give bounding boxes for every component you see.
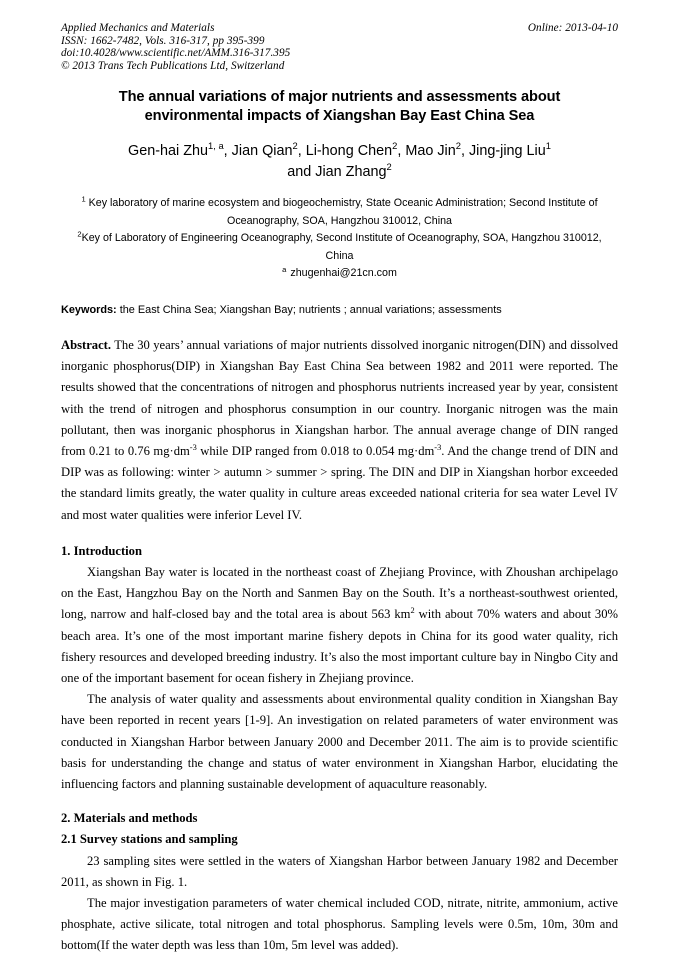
author-li-hong-chen: Li-hong Chen$^2$ [305, 140, 398, 159]
journal-doi: doi:10.4028/www.scientific.net/AMM.316-317.395 [61, 47, 291, 60]
author-separator: , [223, 143, 232, 159]
author-affiliation-marker: 1 [545, 140, 551, 152]
abstract-text-part-2: while DIP ranged from 0.018 to 0.054 mg·dm [196, 443, 435, 458]
author-gen-hai-zhu: Gen-hai Zhu$^{1, a}$ [128, 140, 224, 159]
introduction-p1-part-2: with about 70% waters and about 30% beach area. It’s one of the most important marine fishery depots in China for its good water quality, rich fishery resources and developed breeding industry. It’s also the most important culture bay in Ningbo City and one of the important basement for ocean fishery in Zhejiang province. [61, 607, 619, 686]
materials-paragraph-2: The major investigation parameters of water chemical included COD, nitrate, nitrite, ammonium, active phosphate, active silicate, total nitrogen and total phosphorus. Sampling levels were 0.5m, 10m, 30m and bottom(If the water depth was less than 10m, 5m level was added). [61, 896, 618, 953]
author-jian-qian: Jian Qian$^2$ [231, 140, 298, 159]
introduction-p1-part-1: Xiangshan Bay water is located in the northeast coast of Zhejiang Province, with Zhoushan archipelago on the East, Hangzhou Bay on the North and Sanmen Bay on the South. It’s a northeast-southwest oriented, long, narrow and half-closed bay and the total area is about 563 km [61, 565, 618, 622]
introduction-paragraph-2: The analysis of water quality and assessments about environmental quality condition in Xiangshan Bay have been reported in recent years [1-9]. An investigation on related parameters of water environment was conducted in Xiangshan Harbor between January 2000 and December 2011. The aim is to provide scientific basis for understanding the change and status of water environment in Xiangshan Harbor, elucidating the influencing factors and planning sustainable development of aquaculture reasonably. [61, 692, 618, 792]
author-affiliation-marker: 2 [386, 161, 392, 173]
journal-header [61, 22, 618, 74]
journal-name: Applied Mechanics and Materials [61, 22, 215, 34]
author-separator: , [460, 143, 469, 159]
introduction-paragraph-1 [61, 562, 618, 689]
unit-exponent: -3 [189, 442, 197, 452]
affiliation-1: $^1$ Key laboratory of marine ecosystem and biogeochemistry, State Oceanic Administration; Second Institute of Oceanography, SOA, Hangzhou 310012, China [81, 194, 598, 227]
author-affiliation-marker: 2 [455, 140, 461, 152]
keywords-line [61, 302, 618, 318]
author-affiliation-marker: 2 [292, 140, 298, 152]
author-list [61, 141, 618, 183]
author-mao-jin: Mao Jin$^2$ [405, 140, 461, 159]
abstract-label: Abstract. [61, 337, 112, 352]
keywords-label: Keywords: [61, 303, 117, 316]
author-separator: , [397, 143, 406, 159]
journal-copyright: © 2013 Trans Tech Publications Ltd, Switzerland [61, 59, 285, 72]
section-heading-introduction: 1. Introduction [61, 543, 142, 558]
section-heading-materials-and-methods: 2. Materials and methods [61, 811, 198, 826]
online-publication-date: Online: 2013-04-10 [527, 22, 618, 34]
email-marker: a [282, 264, 287, 274]
journal-issn-volume: ISSN: 1662-7482, Vols. 316-317, pp 395-399 [61, 34, 265, 47]
subsection-heading-survey-stations: 2.1 Survey stations and sampling [61, 832, 238, 847]
abstract-text-part-3: . And the change trend of DIN and DIP was as following: winter > autumn > summer > spring. The DIN and DIP in Xiangshan horbor exceeded the standard limits greatly, the water quality in culture areas exceeded national criteria for sea water Level IV and most water qualities were inferior Level IV. [61, 443, 618, 522]
author-separator: , [297, 143, 306, 159]
affiliation-marker: 1 [81, 194, 86, 204]
author-line-2 [69, 162, 610, 183]
author-jian-zhang: and Jian Zhang$^2$ [287, 161, 392, 180]
abstract-text-part-1: The 30 years’ annual variations of major nutrients dissolved inorganic nitrogen(DIN) and dissolved inorganic phosphorus(DIP) in Xiangshan Bay East China Sea between 1982 and 2011 were reported. The results showed that the concentrations of nitrogen and phosphorus nutrients increased year by year, consistent with the trend of nitrogen and phosphorus consumption in our country. Inorganic nitrogen was the main pollutant, then was inorganic phosphorus in Xiangshan harbor. The annual average change of DIN ranged from 0.21 to 0.76 mg·dm [61, 337, 618, 458]
materials-paragraph-1: 23 sampling sites were settled in the waters of Xiangshan Harbor between January 1982 and December 2011, as shown in Fig. 1. [61, 853, 618, 889]
author-line-1 [69, 141, 610, 162]
affiliation-marker: 2 [77, 229, 82, 239]
author-affiliation-marker: 2 [392, 140, 398, 152]
author-jing-jing-liu: Jing-jing Liu$^1$ [468, 140, 551, 159]
corresponding-author-email[interactable]: $^a$ zhugenhai@21cn.com [282, 264, 397, 280]
article-body [61, 335, 618, 957]
affiliation-2: $^2$Key of Laboratory of Engineering Oceanography, Second Institute of Oceanography, SOA, Hangzhou 310012, China [77, 229, 602, 262]
author-affiliation-marker: 1, a [208, 140, 224, 152]
unit-exponent: -3 [434, 442, 442, 452]
area-exponent: 2 [410, 606, 415, 616]
affiliation-list [61, 195, 618, 283]
keywords-value: the East China Sea; Xiangshan Bay; nutrients ; annual variations; assessments [116, 303, 502, 316]
abstract-paragraph [61, 335, 618, 526]
page-title: The annual variations of major nutrients and assessments about environmental impacts of Xiangshan Bay East China Sea [118, 89, 561, 124]
